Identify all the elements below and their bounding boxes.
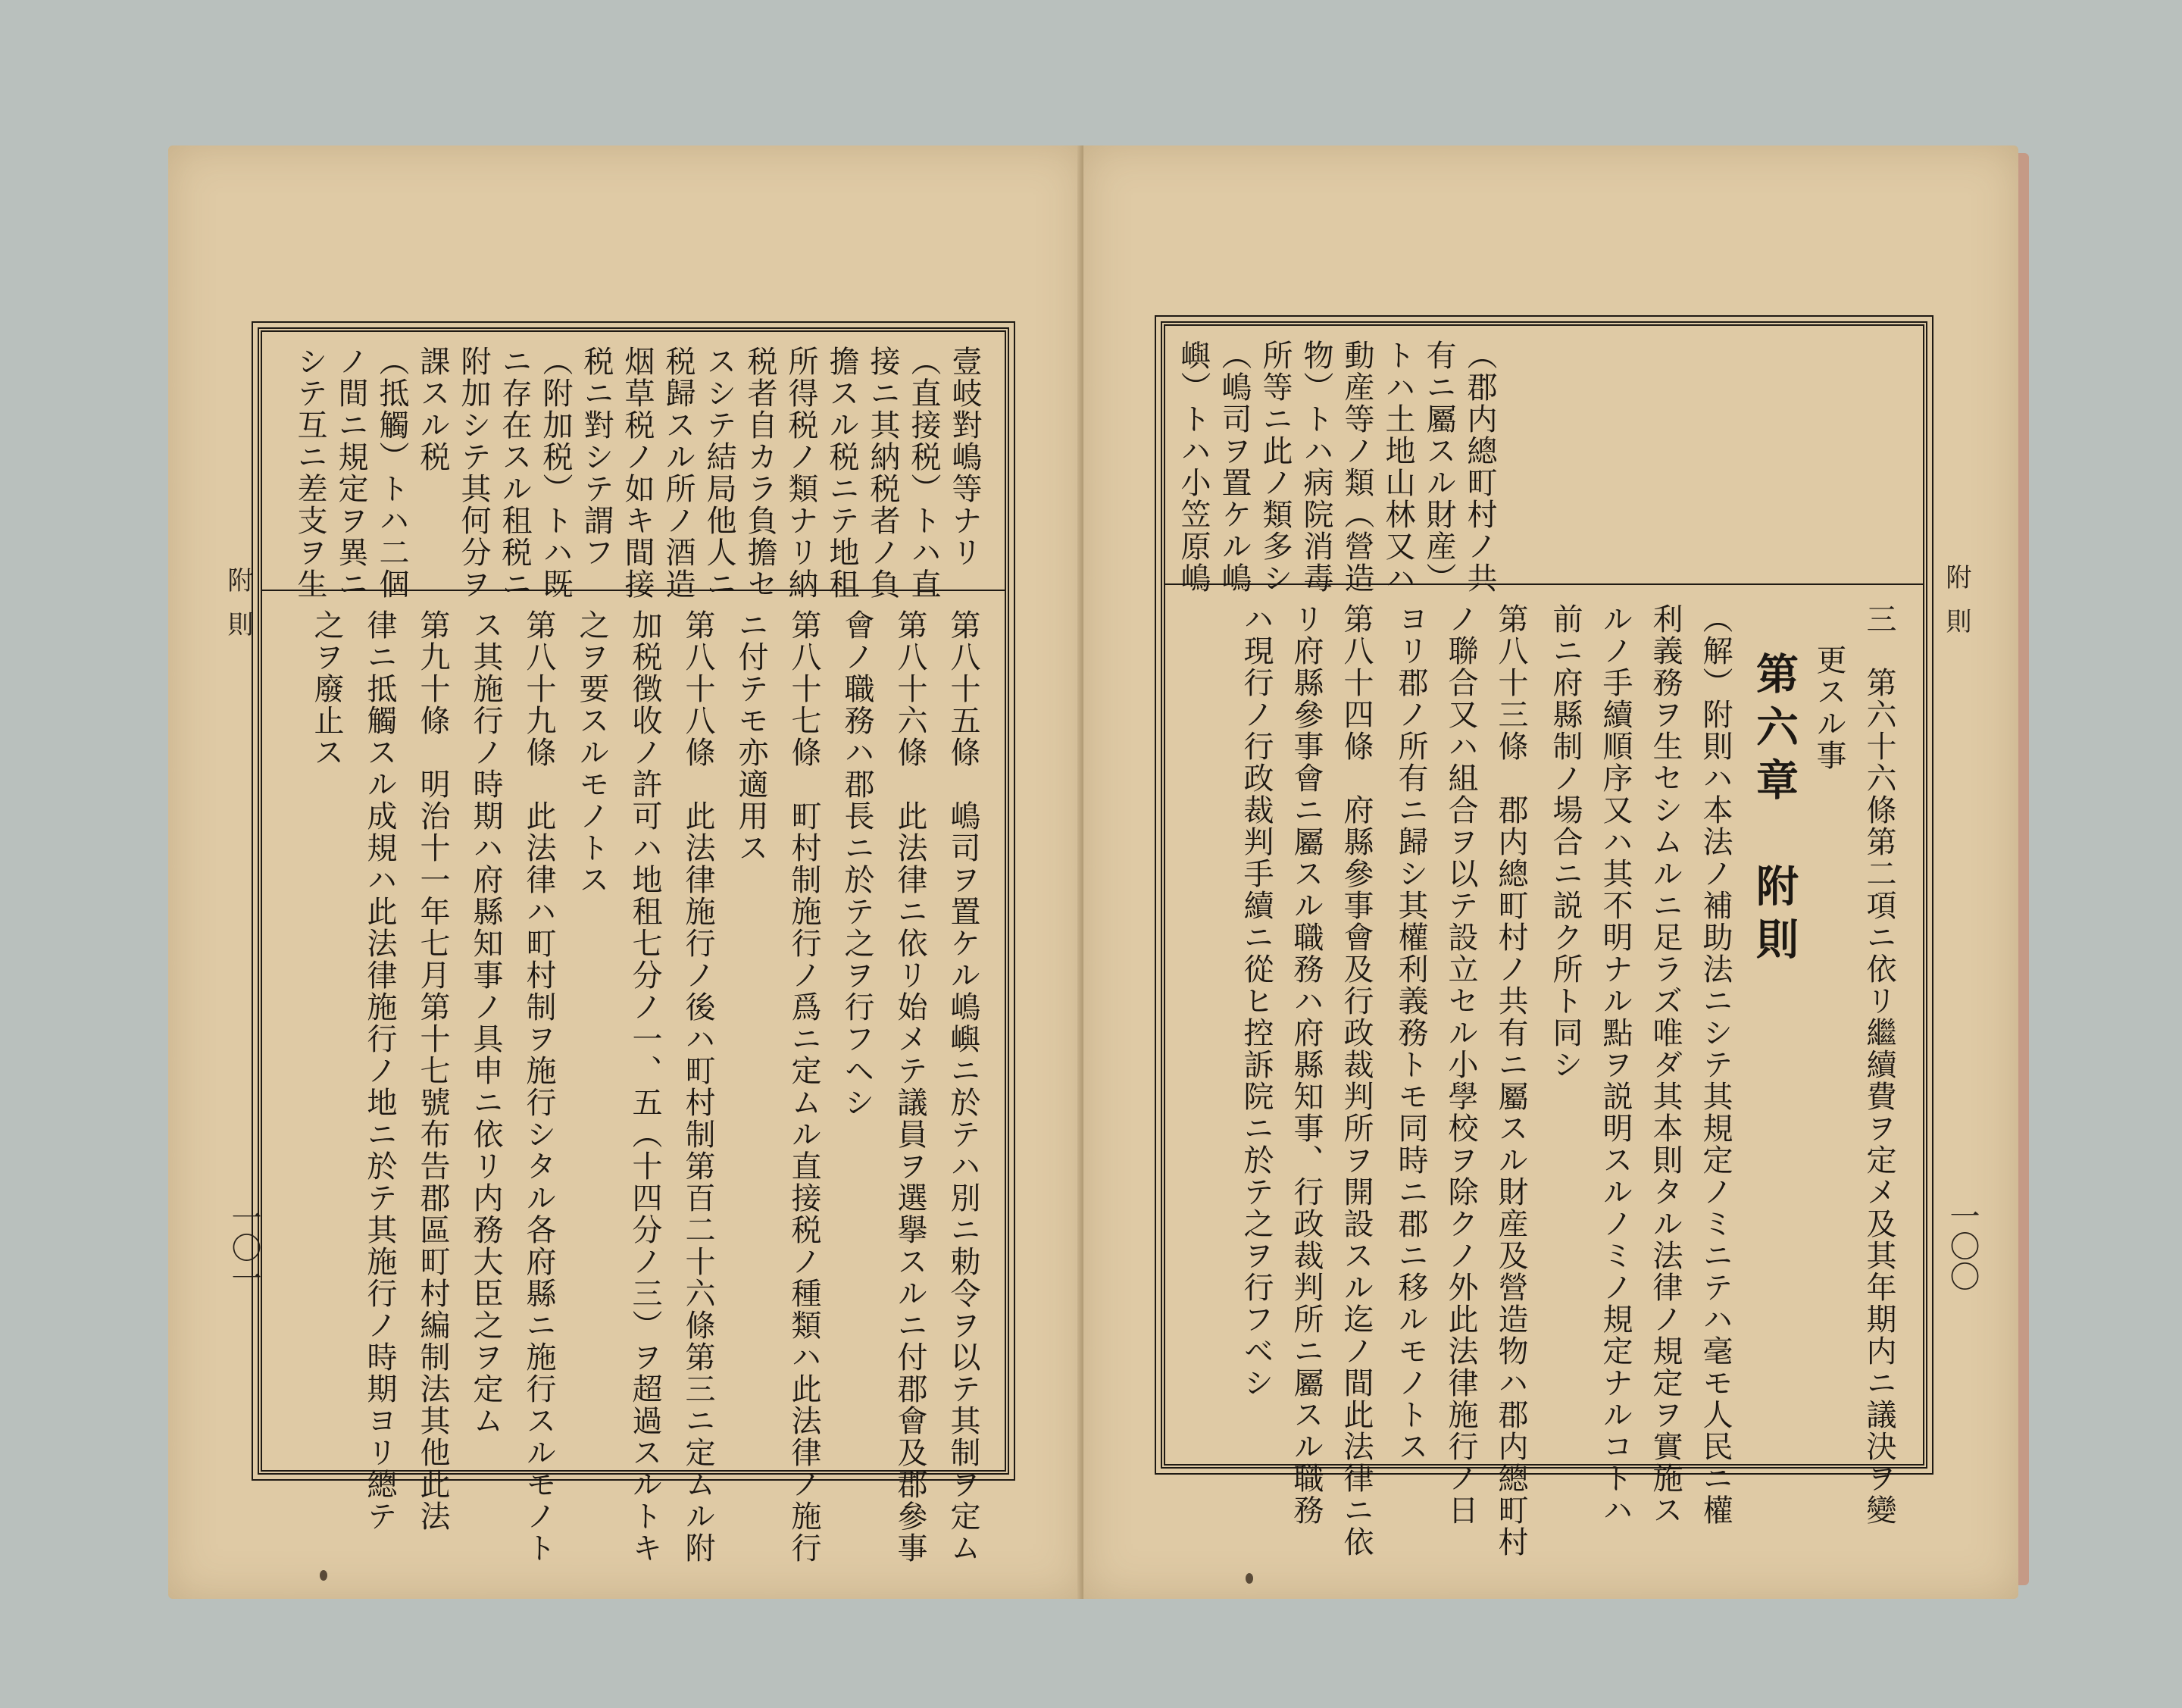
article-line: 加税徴收ノ許可ハ地租七分ノ一、五（十四分ノ三）ヲ超過スルトキ <box>627 609 662 1564</box>
chapter-title: 第六章 附則 <box>1749 652 1799 970</box>
note-line: ノ間ニ規定ヲ異ニ <box>333 346 368 600</box>
book-spread <box>168 145 2018 1599</box>
article-line: 之ヲ廢止ス <box>309 609 344 768</box>
article-line: 第九十條 明治十一年七月第十七號布告郡區町村編制法其他此法 <box>415 609 450 1532</box>
note-line: （抵觸）トハ二個 <box>374 346 409 600</box>
note-line: 所等ニ此ノ類多シ <box>1258 339 1293 594</box>
article-line: 第八十五條 嶋司ヲ置ケル嶋嶼ニ於テハ別ニ勅令ヲ以テ其制ヲ定ム <box>946 609 980 1564</box>
article-line: 第八十九條 此法律ハ町村制ヲ施行シタル各府縣ニ施行スルモノト <box>521 609 556 1564</box>
article-line: 第八十三條 郡内總町村ノ共有ニ屬スル財産及營造物ハ郡内總町村 <box>1493 603 1528 1558</box>
left-page <box>168 145 1083 1599</box>
note-line: （附加税）トハ既 <box>538 346 573 600</box>
note-line: 烟草税ノ如キ間接 <box>620 346 655 600</box>
note-line: 税者自カラ負擔セ <box>742 346 777 600</box>
article-line: 第八十四條 府縣參事會及行政裁判所ヲ開設スル迄ノ間此法律ニ依 <box>1339 603 1374 1558</box>
note-line: 有ニ屬スル財産） <box>1421 339 1456 594</box>
article-line: ス其施行ノ時期ハ府縣知事ノ具申ニ依リ内務大臣之ヲ定ム <box>468 609 503 1437</box>
note-line: 所得税ノ類ナリ納 <box>783 346 818 600</box>
note-line: トハ土地山林又ハ <box>1380 339 1415 594</box>
note-line: シテ互ニ差支ヲ生 <box>292 346 327 600</box>
article-line: ニ付テモ亦適用ス <box>733 609 768 864</box>
note-line: （嶋司ヲ置ケル嶋 <box>1217 339 1252 594</box>
note-line: ニ存在スル租税ニ <box>497 346 532 600</box>
left-text-frame <box>258 327 1009 1564</box>
article-line: 前ニ府縣制ノ場合ニ説ク所ト同シ <box>1548 603 1583 1081</box>
note-line: 税歸スル所ノ酒造 <box>661 346 696 600</box>
note-line: 附加シテ其何分ヲ <box>456 346 491 600</box>
article-line: 律ニ抵觸スル成規ハ此法律施行ノ地ニ於テ其施行ノ時期ヨリ總テ <box>362 609 397 1532</box>
right-page-number: 一〇〇 <box>1945 1200 1980 1291</box>
binding-hole <box>320 1570 327 1581</box>
left-page-header: 附則 <box>223 567 253 655</box>
article-line: ノ聯合又ハ組合ヲ以テ設立セル小學校ヲ除クノ外此法律施行ノ日 <box>1443 603 1478 1526</box>
article-line: 更スル事 <box>1812 644 1846 771</box>
note-line: 税ニ對シテ謂フ <box>579 346 614 568</box>
page-edge <box>2018 153 2029 1585</box>
note-line: （直接税）トハ直 <box>906 346 941 600</box>
article-line: ハ現行ノ行政裁判手續ニ從ヒ控訴院ニ於テ之ヲ行フベシ <box>1239 603 1274 1399</box>
article-line: ヨリ郡ノ所有ニ歸シ其權利義務トモ同時ニ郡ニ移ルモノトス <box>1393 603 1428 1462</box>
note-line: 物）トハ病院消毒 <box>1299 339 1333 594</box>
article-line: 會ノ職務ハ郡長ニ於テ之ヲ行フヘシ <box>839 609 874 1118</box>
article-line: 之ヲ要スルモノトス <box>574 609 609 896</box>
article-line: 第八十六條 此法律ニ依リ始メテ議員ヲ選擧スルニ付郡會及郡參事 <box>892 609 927 1564</box>
right-page <box>1083 145 2018 1599</box>
note-line: 擔スル税ニテ地租 <box>824 346 859 600</box>
note-line: 課スル税 <box>415 346 450 473</box>
left-page-number: 一〇一 <box>227 1202 261 1293</box>
right-text-frame <box>1161 321 1927 1558</box>
article-line: ルノ手續順序又ハ其不明ナル點ヲ説明スルノミノ規定ナルコトハ <box>1598 603 1633 1526</box>
binding-hole <box>1246 1573 1253 1584</box>
note-line: 壹岐對嶋等ナリ <box>947 346 982 568</box>
article-line: リ府縣參事會ニ屬スル職務ハ府縣知事、行政裁判所ニ屬スル職務 <box>1289 603 1324 1526</box>
article-line: 三 第六十六條第二項ニ依リ繼續費ヲ定メ及其年期内ニ議決ヲ變 <box>1862 603 1896 1526</box>
article-line: （解）附則ハ本法ノ補助法ニシテ其規定ノミニテハ毫モ人民ニ權 <box>1698 603 1733 1526</box>
note-line: 動産等ノ類（營造 <box>1340 339 1374 594</box>
article-line: 第八十八條 此法律施行ノ後ハ町村制第百二十六條第三ニ定ムル附 <box>680 609 715 1564</box>
article-line: 利義務ヲ生セシムルニ足ラズ唯ダ其本則タル法律ノ規定ヲ實施ス <box>1648 603 1683 1526</box>
note-line: 接ニ其納税者ノ負 <box>865 346 900 600</box>
note-line: 嶼）トハ小笠原嶋 <box>1176 339 1211 594</box>
note-line: （郡内總町村ノ共 <box>1462 339 1497 594</box>
note-line: スシテ結局他人ニ <box>702 346 736 600</box>
right-page-header: 附則 <box>1941 564 1971 652</box>
article-line: 第八十七條 町村制施行ノ爲ニ定ムル直接税ノ種類ハ此法律ノ施行 <box>786 609 821 1564</box>
